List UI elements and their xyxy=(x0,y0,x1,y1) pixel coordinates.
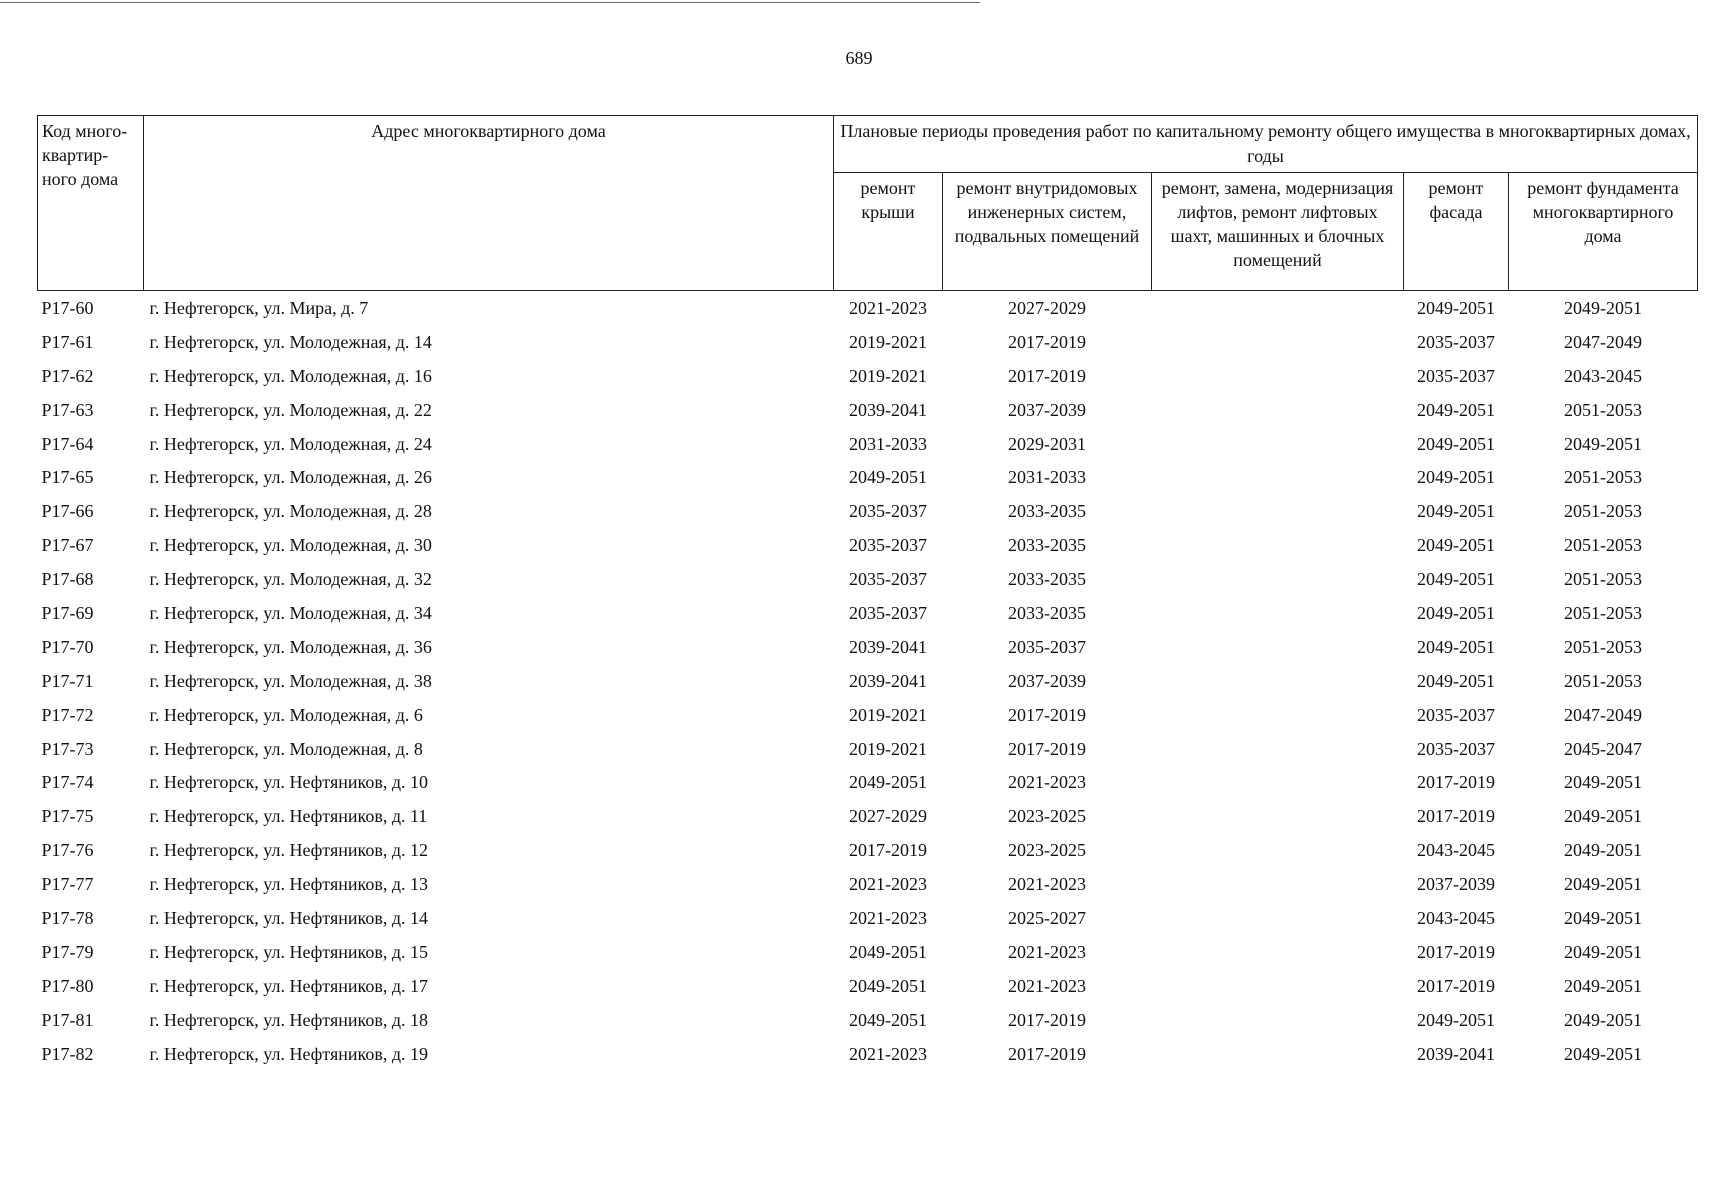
cell-roof: 2035-2037 xyxy=(849,602,927,623)
top-rule xyxy=(0,2,980,3)
cell-foundation: 2049-2051 xyxy=(1564,772,1643,793)
cell-address: г. Нефтегорск, ул. Молодежная, д. 26 xyxy=(149,467,432,488)
cell-facade: 2049-2051 xyxy=(1417,535,1495,556)
repair-schedule-table xyxy=(37,115,1698,1070)
cell-facade: 2049-2051 xyxy=(1417,501,1495,522)
cell-facade: 2035-2037 xyxy=(1417,365,1495,386)
cell-roof: 2035-2037 xyxy=(849,569,927,590)
cell-roof: 2019-2021 xyxy=(849,365,927,386)
table-row xyxy=(38,698,1698,732)
cell-address: г. Нефтегорск, ул. Молодежная, д. 6 xyxy=(149,704,423,725)
cell-facade: 2037-2039 xyxy=(1417,874,1495,895)
cell-elevators xyxy=(1152,664,1404,698)
cell-facade: 2035-2037 xyxy=(1417,331,1495,352)
cell-foundation: 2049-2051 xyxy=(1564,941,1643,962)
cell-engineering: 2017-2019 xyxy=(1008,704,1086,725)
table-row xyxy=(38,1003,1698,1037)
cell-foundation: 2049-2051 xyxy=(1564,297,1643,318)
cell-code: Р17-74 xyxy=(41,772,94,793)
cell-code: Р17-81 xyxy=(41,1009,94,1030)
cell-facade: 2039-2041 xyxy=(1417,1043,1495,1064)
header-elevators: ремонт, замена, модернизация лифтов, ремонт лифтовых шахт, машинных и блочных помещений xyxy=(1152,173,1404,291)
cell-elevators xyxy=(1152,427,1404,461)
cell-facade: 2035-2037 xyxy=(1417,738,1495,759)
table-row xyxy=(38,969,1698,1003)
page-number: 689 xyxy=(845,48,873,68)
table-row xyxy=(38,630,1698,664)
cell-code: Р17-63 xyxy=(41,399,94,420)
cell-facade: 2049-2051 xyxy=(1417,1009,1495,1030)
cell-address: г. Нефтегорск, ул. Нефтяников, д. 18 xyxy=(149,1009,428,1030)
cell-roof: 2031-2033 xyxy=(849,433,927,454)
cell-foundation: 2049-2051 xyxy=(1564,874,1643,895)
cell-engineering: 2021-2023 xyxy=(1008,772,1086,793)
cell-roof: 2017-2019 xyxy=(849,840,927,861)
table-row xyxy=(38,765,1698,799)
cell-roof: 2027-2029 xyxy=(849,806,927,827)
cell-elevators xyxy=(1152,630,1404,664)
table-row xyxy=(38,867,1698,901)
cell-roof: 2049-2051 xyxy=(849,467,927,488)
table-body xyxy=(38,291,1698,1071)
cell-foundation: 2051-2053 xyxy=(1564,602,1643,623)
cell-foundation: 2051-2053 xyxy=(1564,535,1643,556)
cell-engineering: 2037-2039 xyxy=(1008,670,1086,691)
cell-address: г. Нефтегорск, ул. Молодежная, д. 36 xyxy=(149,636,432,657)
cell-code: Р17-80 xyxy=(41,975,94,996)
cell-engineering: 2023-2025 xyxy=(1008,840,1086,861)
cell-code: Р17-69 xyxy=(41,602,94,623)
cell-engineering: 2029-2031 xyxy=(1008,433,1086,454)
cell-address: г. Нефтегорск, ул. Нефтяников, д. 13 xyxy=(149,874,428,895)
cell-elevators xyxy=(1152,596,1404,630)
cell-elevators xyxy=(1152,562,1404,596)
cell-code: Р17-70 xyxy=(41,636,94,657)
cell-address: г. Нефтегорск, ул. Нефтяников, д. 11 xyxy=(149,806,428,827)
cell-facade: 2049-2051 xyxy=(1417,399,1495,420)
cell-code: Р17-66 xyxy=(41,501,94,522)
header-foundation: ремонт фундамента многоквартирного дома xyxy=(1509,173,1698,291)
table-row xyxy=(38,1037,1698,1071)
cell-address: г. Нефтегорск, ул. Молодежная, д. 38 xyxy=(149,670,432,691)
table-row xyxy=(38,393,1698,427)
cell-roof: 2039-2041 xyxy=(849,670,927,691)
cell-elevators xyxy=(1152,460,1404,494)
cell-code: Р17-62 xyxy=(41,365,94,386)
cell-elevators xyxy=(1152,393,1404,427)
cell-code: Р17-75 xyxy=(41,806,94,827)
table-row xyxy=(38,664,1698,698)
cell-engineering: 2033-2035 xyxy=(1008,501,1086,522)
cell-facade: 2043-2045 xyxy=(1417,840,1495,861)
cell-foundation: 2049-2051 xyxy=(1564,1009,1643,1030)
cell-elevators xyxy=(1152,969,1404,1003)
cell-engineering: 2027-2029 xyxy=(1008,297,1086,318)
cell-foundation: 2049-2051 xyxy=(1564,907,1643,928)
cell-elevators xyxy=(1152,494,1404,528)
cell-roof: 2019-2021 xyxy=(849,738,927,759)
table-row xyxy=(38,935,1698,969)
cell-address: г. Нефтегорск, ул. Молодежная, д. 28 xyxy=(149,501,432,522)
cell-address: г. Нефтегорск, ул. Молодежная, д. 32 xyxy=(149,569,432,590)
table-row xyxy=(38,325,1698,359)
cell-facade: 2049-2051 xyxy=(1417,602,1495,623)
cell-address: г. Нефтегорск, ул. Нефтяников, д. 12 xyxy=(149,840,428,861)
cell-engineering: 2031-2033 xyxy=(1008,467,1086,488)
cell-engineering: 2021-2023 xyxy=(1008,941,1086,962)
cell-code: Р17-82 xyxy=(41,1043,94,1064)
cell-address: г. Нефтегорск, ул. Молодежная, д. 16 xyxy=(149,365,432,386)
cell-code: Р17-64 xyxy=(41,433,94,454)
header-row-1 xyxy=(38,116,1698,173)
cell-roof: 2019-2021 xyxy=(849,704,927,725)
cell-elevators xyxy=(1152,528,1404,562)
cell-roof: 2021-2023 xyxy=(849,907,927,928)
table-row xyxy=(38,799,1698,833)
cell-code: Р17-72 xyxy=(41,704,94,725)
cell-engineering: 2021-2023 xyxy=(1008,874,1086,895)
cell-roof: 2019-2021 xyxy=(849,331,927,352)
cell-address: г. Нефтегорск, ул. Нефтяников, д. 19 xyxy=(149,1043,428,1064)
cell-roof: 2021-2023 xyxy=(849,297,927,318)
cell-facade: 2049-2051 xyxy=(1417,670,1495,691)
cell-engineering: 2017-2019 xyxy=(1008,1043,1086,1064)
cell-code: Р17-67 xyxy=(41,535,94,556)
cell-facade: 2035-2037 xyxy=(1417,704,1495,725)
cell-code: Р17-79 xyxy=(41,941,94,962)
cell-address: г. Нефтегорск, ул. Нефтяников, д. 14 xyxy=(149,907,428,928)
cell-facade: 2049-2051 xyxy=(1417,433,1495,454)
cell-foundation: 2051-2053 xyxy=(1564,670,1643,691)
cell-address: г. Нефтегорск, ул. Мира, д. 7 xyxy=(149,297,369,318)
cell-roof: 2049-2051 xyxy=(849,941,927,962)
cell-engineering: 2037-2039 xyxy=(1008,399,1086,420)
cell-foundation: 2051-2053 xyxy=(1564,636,1643,657)
cell-foundation: 2043-2045 xyxy=(1564,365,1643,386)
cell-address: г. Нефтегорск, ул. Молодежная, д. 8 xyxy=(149,738,423,759)
cell-address: г. Нефтегорск, ул. Нефтяников, д. 15 xyxy=(149,941,428,962)
cell-facade: 2049-2051 xyxy=(1417,297,1495,318)
cell-engineering: 2033-2035 xyxy=(1008,602,1086,623)
cell-roof: 2049-2051 xyxy=(849,772,927,793)
table-row xyxy=(38,291,1698,325)
cell-facade: 2049-2051 xyxy=(1417,636,1495,657)
cell-code: Р17-76 xyxy=(41,840,94,861)
cell-facade: 2043-2045 xyxy=(1417,907,1495,928)
cell-elevators xyxy=(1152,935,1404,969)
cell-foundation: 2049-2051 xyxy=(1564,840,1643,861)
cell-code: Р17-77 xyxy=(41,874,94,895)
cell-engineering: 2023-2025 xyxy=(1008,806,1086,827)
table-row xyxy=(38,494,1698,528)
cell-engineering: 2021-2023 xyxy=(1008,975,1086,996)
cell-foundation: 2047-2049 xyxy=(1564,331,1643,352)
table-row xyxy=(38,528,1698,562)
cell-foundation: 2049-2051 xyxy=(1564,1043,1643,1064)
table-row xyxy=(38,732,1698,766)
cell-facade: 2017-2019 xyxy=(1417,772,1495,793)
header-facade: ремонт фасада xyxy=(1404,173,1509,291)
table-row xyxy=(38,460,1698,494)
table-row xyxy=(38,359,1698,393)
repair-schedule-table-container xyxy=(37,115,1697,1070)
cell-facade: 2049-2051 xyxy=(1417,569,1495,590)
cell-facade: 2017-2019 xyxy=(1417,941,1495,962)
cell-roof: 2021-2023 xyxy=(849,1043,927,1064)
cell-elevators xyxy=(1152,1003,1404,1037)
cell-address: г. Нефтегорск, ул. Нефтяников, д. 10 xyxy=(149,772,428,793)
cell-elevators xyxy=(1152,901,1404,935)
cell-elevators xyxy=(1152,325,1404,359)
cell-code: Р17-78 xyxy=(41,907,94,928)
cell-elevators xyxy=(1152,867,1404,901)
table-row xyxy=(38,596,1698,630)
cell-roof: 2021-2023 xyxy=(849,874,927,895)
cell-facade: 2049-2051 xyxy=(1417,467,1495,488)
cell-elevators xyxy=(1152,291,1404,325)
cell-address: г. Нефтегорск, ул. Молодежная, д. 34 xyxy=(149,602,432,623)
cell-code: Р17-65 xyxy=(41,467,94,488)
cell-facade: 2017-2019 xyxy=(1417,806,1495,827)
cell-foundation: 2047-2049 xyxy=(1564,704,1643,725)
cell-engineering: 2017-2019 xyxy=(1008,331,1086,352)
cell-elevators xyxy=(1152,1037,1404,1071)
cell-address: г. Нефтегорск, ул. Молодежная, д. 22 xyxy=(149,399,432,420)
cell-roof: 2035-2037 xyxy=(849,535,927,556)
cell-foundation: 2049-2051 xyxy=(1564,975,1643,996)
cell-facade: 2017-2019 xyxy=(1417,975,1495,996)
cell-elevators xyxy=(1152,732,1404,766)
cell-engineering: 2017-2019 xyxy=(1008,1009,1086,1030)
cell-code: Р17-73 xyxy=(41,738,94,759)
cell-code: Р17-61 xyxy=(41,331,94,352)
cell-roof: 2035-2037 xyxy=(849,501,927,522)
cell-foundation: 2049-2051 xyxy=(1564,806,1643,827)
cell-engineering: 2017-2019 xyxy=(1008,738,1086,759)
cell-code: Р17-60 xyxy=(41,297,94,318)
cell-engineering: 2033-2035 xyxy=(1008,535,1086,556)
cell-elevators xyxy=(1152,799,1404,833)
cell-engineering: 2025-2027 xyxy=(1008,907,1086,928)
cell-address: г. Нефтегорск, ул. Молодежная, д. 14 xyxy=(149,331,432,352)
cell-foundation: 2051-2053 xyxy=(1564,467,1643,488)
cell-code: Р17-68 xyxy=(41,569,94,590)
header-engineering: ремонт внутридомовых инженерных систем, подвальных помещений xyxy=(943,173,1152,291)
cell-roof: 2049-2051 xyxy=(849,1009,927,1030)
cell-address: г. Нефтегорск, ул. Молодежная, д. 30 xyxy=(149,535,432,556)
cell-foundation: 2051-2053 xyxy=(1564,569,1643,590)
cell-elevators xyxy=(1152,833,1404,867)
cell-elevators xyxy=(1152,359,1404,393)
cell-elevators xyxy=(1152,765,1404,799)
table-row xyxy=(38,833,1698,867)
cell-foundation: 2051-2053 xyxy=(1564,399,1643,420)
header-address: Адрес многоквартирного дома xyxy=(144,116,834,291)
cell-roof: 2039-2041 xyxy=(849,399,927,420)
header-periods-group: Плановые периоды проведения работ по капитальному ремонту общего имущества в многоквартирных домах, годы xyxy=(834,116,1698,173)
cell-roof: 2049-2051 xyxy=(849,975,927,996)
cell-foundation: 2049-2051 xyxy=(1564,433,1643,454)
cell-address: г. Нефтегорск, ул. Нефтяников, д. 17 xyxy=(149,975,428,996)
cell-code: Р17-71 xyxy=(41,670,94,691)
cell-address: г. Нефтегорск, ул. Молодежная, д. 24 xyxy=(149,433,432,454)
table-row xyxy=(38,427,1698,461)
cell-elevators xyxy=(1152,698,1404,732)
table-row xyxy=(38,901,1698,935)
cell-engineering: 2017-2019 xyxy=(1008,365,1086,386)
cell-roof: 2039-2041 xyxy=(849,636,927,657)
cell-foundation: 2045-2047 xyxy=(1564,738,1643,759)
cell-engineering: 2035-2037 xyxy=(1008,636,1086,657)
cell-foundation: 2051-2053 xyxy=(1564,501,1643,522)
header-code: Код много-квартир-ного дома xyxy=(38,116,144,291)
header-roof: ремонт крыши xyxy=(834,173,943,291)
cell-engineering: 2033-2035 xyxy=(1008,569,1086,590)
table-row xyxy=(38,562,1698,596)
